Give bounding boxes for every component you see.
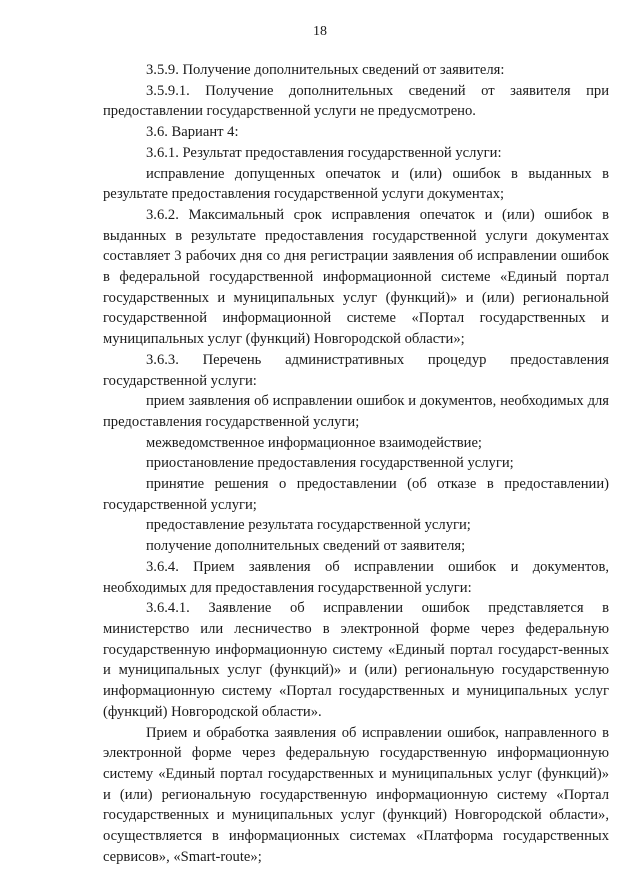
procedure-item: получение дополнительных сведений от заявителя; — [146, 538, 466, 555]
procedure-item: предоставление результата государственной услуги; — [146, 517, 471, 534]
procedure-item: прием заявления об исправлении ошибок и документов, необходимых для предоставления государственной услуги; — [103, 393, 609, 430]
paragraph-3-6-4-1: 3.6.4.1. Заявление об исправлении ошибок представляется в министерство или лесничество в электронной форме через федеральную государственную информационную систему «Единый портал государст-венных и муниципальных услуг (функций)» и (или) региональную государственную информационную систему «Портал государственных и муниципальных услуг (функций) Новгородской области». — [103, 600, 609, 720]
procedure-item: принятие решения о предоставлении (об отказе в предоставлении) государственной услуги; — [103, 476, 609, 513]
paragraph-3-6-2: 3.6.2. Максимальный срок исправления опечаток и (или) ошибок в выданных в результате предоставления государственной услуги документах составляет 3 рабочих дня со дня регистрации заявления об исправлении ошибок в федеральной государственной информационной системе «Единый портал государственных и муниципальных услуг (функций)» и (или) региональной государственной информационной системе «Портал государственных и муниципальных услуг (функций) Новгородской области»; — [103, 206, 609, 348]
paragraph-3-6-3: 3.6.3. Перечень административных процедур предоставления государственной услуги: — [103, 351, 609, 389]
page-number: 18 — [313, 24, 327, 39]
paragraph-3-6-4: 3.6.4. Прием заявления об исправлении ошибок и документов, необходимых для предоставления государственной услуги: — [103, 558, 609, 596]
procedure-item: межведомственное информационное взаимодействие; — [146, 434, 482, 451]
procedure-item: приостановление предоставления государственной услуги; — [146, 455, 514, 472]
paragraph-3-6: 3.6. Вариант 4: — [146, 124, 239, 141]
paragraph-3-5-9-1: 3.5.9.1. Получение дополнительных сведений от заявителя при предоставлении государственной услуги не предусмотрено. — [103, 82, 609, 120]
paragraph-result-item: исправление допущенных опечаток и (или) ошибок в выданных в результате предоставления государственной услуги документах; — [103, 165, 609, 203]
paragraph-3-6-1: 3.6.1. Результат предоставления государственной услуги: — [146, 144, 502, 161]
paragraph-processing: Прием и обработка заявления об исправлении ошибок, направленного в электронной форме через федеральную государственную информационную систему «Единый портал государственных и муниципальных услуг (функций)» и (или) региональную государственную информационную систему «Портал государственных и муниципальных услуг (функций) Новгородской области», осуществляется в информационных системах «Платформа государственных сервисов», «Smart-route»; — [103, 724, 609, 865]
document-body — [103, 60, 609, 867]
paragraph-3-5-9: 3.5.9. Получение дополнительных сведений от заявителя: — [146, 62, 505, 78]
